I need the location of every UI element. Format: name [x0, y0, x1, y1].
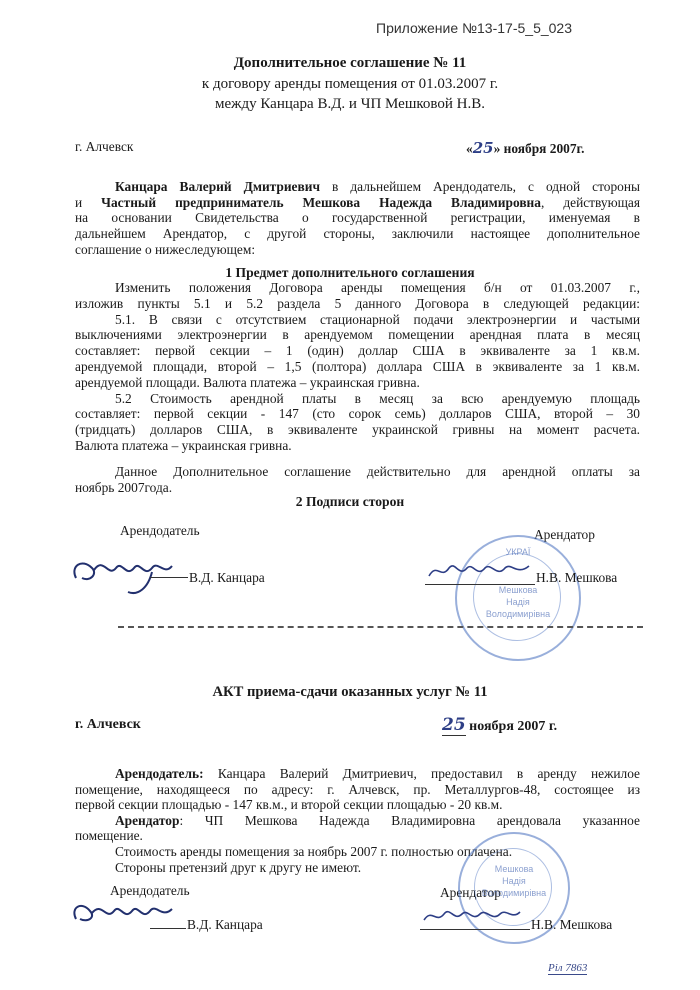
lessee-signature-2: [420, 902, 525, 930]
act-lessee-signature-line: [420, 929, 530, 930]
text-line: [75, 375, 640, 391]
text-line: [75, 242, 640, 258]
appendix-number: Приложение №13-17-5_5_023: [376, 20, 572, 36]
agreement-date: [466, 139, 584, 157]
act-date: [442, 715, 557, 735]
text-line: [75, 359, 640, 375]
agreement-city: г. Алчевск: [75, 139, 134, 154]
agreement-subtitle-1: к договору аренды помещения от 01.03.2007 г.: [201, 76, 499, 92]
text-segment: (тридцать) долларов США, в эквиваленте украинской гривны на момент расчета.: [75, 422, 640, 438]
lessor-name: В.Д. Канцара: [189, 570, 265, 585]
text-segment: Канцара Валерий Дмитриевич, предоставил в аренду нежилое: [203, 766, 640, 781]
date-month-year: ноября 2007г.: [503, 141, 585, 156]
lessee-name: Н.В. Мешкова: [536, 570, 618, 585]
lessee-label: Арендатор: [534, 527, 595, 542]
text-line: [75, 226, 640, 242]
section2-title: 2 Подписи сторон: [295, 494, 405, 509]
text-segment: , действующая: [540, 194, 641, 210]
date-quote-open: «: [466, 141, 473, 156]
text-segment: Валюта платежа – украинская гривна.: [75, 438, 292, 453]
text-line: [75, 195, 640, 211]
text-segment: в дальнейшем Арендодатель, с одной стороны: [320, 179, 640, 194]
text-segment: первой секции площадью - 147 кв.м., и второй секции площадью - 20 кв.м.: [75, 797, 503, 813]
text-line: [75, 828, 640, 844]
text-segment: дальнейшем Арендатор, с другой стороны, заключили настоящее дополнительное: [75, 226, 640, 242]
text-segment: помещение.: [75, 828, 143, 844]
act-lessor-label: Арендодатель: [110, 883, 190, 898]
text-segment: и: [75, 194, 102, 210]
text-line: [75, 422, 640, 438]
act-date-day-handwritten: 25: [442, 715, 466, 735]
bold-text: Арендодатель:: [115, 766, 204, 781]
agreement-title: Дополнительное соглашение № 11: [233, 55, 467, 71]
lessee-signature-line: [425, 584, 535, 585]
text-segment: выключениями электроэнергии в арендуемом помещении арендная плата в месяц: [75, 327, 640, 343]
stamp-1: УКРАЇ Мешкова Надія Володимирівна: [455, 535, 581, 661]
lessor-signature-line: [150, 577, 188, 578]
lessor-label: Арендодатель: [120, 523, 200, 538]
text-segment: соглашение о нижеследующем:: [75, 241, 256, 257]
text-line: [75, 327, 640, 343]
act-date-month-year: ноября 2007 г.: [469, 719, 558, 734]
text-line: [115, 312, 640, 328]
act-city: г. Алчевск: [75, 717, 141, 732]
text-line: [75, 797, 640, 813]
section-divider: [118, 626, 643, 628]
section1-title: 1 Предмет дополнительного соглашения: [225, 265, 475, 280]
text-segment: Стороны претензий друг к другу не имеют.: [115, 859, 362, 875]
text-segment: изложив пункты 5.1 и 5.2 раздела 5 данного Договора в следующей редакции:: [75, 295, 640, 311]
bold-text: Частный предприниматель Мешкова Надежда Владимировна: [101, 194, 541, 210]
act-lessor-name: В.Д. Канцара: [187, 917, 263, 932]
text-segment: арендуемой площади. Валюта платежа – украинская гривна.: [75, 374, 420, 390]
agreement-subtitle-2: между Канцара В.Д. и ЧП Мешковой Н.В.: [214, 96, 486, 112]
text-segment: Изменить положения Договора аренды помещения б/н от 01.03.2007 г.,: [115, 280, 640, 295]
text-line: [75, 210, 640, 226]
text-line: [115, 280, 640, 296]
text-segment: 5.2 Стоимость арендной платы в месяц за всю арендуемую площадь: [115, 390, 640, 406]
text-segment: : ЧП Мешкова Надежда Владимировна арендовала указанное: [179, 812, 640, 828]
text-line: [75, 343, 640, 359]
text-line: [115, 766, 640, 782]
handwritten-footer-note: Pіл 7863: [548, 962, 588, 974]
date-day-handwritten: 25: [472, 139, 494, 157]
act-lessee-label: Арендатор: [440, 885, 501, 900]
text-segment: арендуемой площади, второй – 1,5 (полтора) доллара США в эквиваленте за 1 кв.м.: [75, 359, 640, 374]
text-segment: 5.1. В связи с отсутствием стационарной подачи электроэнергии и частыми: [115, 311, 640, 327]
stamp-2: Мешкова Надія Володимирівна: [458, 832, 570, 944]
text-line: [75, 438, 640, 454]
lessee-signature-1: [425, 556, 535, 586]
text-segment: Стоимость аренды помещения за ноябрь 2007 г. полностью оплачена.: [115, 844, 513, 859]
text-segment: Данное Дополнительное соглашение действительно для арендной оплаты за: [115, 464, 640, 479]
text-line: [115, 179, 640, 195]
date-quote-close: »: [493, 141, 501, 156]
lessor-signature-2: [68, 895, 183, 935]
text-segment: помещение, находящееся по адресу: г. Алчевск, пр. Металлургов-48, состоящее из: [75, 781, 640, 797]
text-line: [75, 782, 640, 798]
bold-text: Арендатор: [115, 812, 180, 828]
act-title: АКТ приема-сдачи оказанных услуг № 11: [212, 684, 488, 700]
text-line: [115, 391, 640, 407]
text-line: [75, 296, 640, 312]
lessor-signature-1: [68, 548, 188, 600]
text-line: [115, 464, 640, 480]
text-segment: ноябрь 2007года.: [75, 479, 173, 495]
act-lessor-signature-line: [150, 928, 186, 929]
text-line: [75, 406, 640, 422]
text-segment: на основании Свидетельства о государственной регистрации, именуемая в: [75, 210, 640, 226]
act-lessee-name: Н.В. Мешкова: [531, 917, 613, 932]
text-segment: составляет: первой секции – 1 (один) доллар США в эквиваленте за 1 кв.м.: [75, 343, 640, 359]
bold-text: Канцара Валерий Дмитриевич: [115, 179, 321, 194]
text-line: [115, 813, 640, 829]
text-segment: составляет: первой секции - 147 (сто сорок семь) долларов США, второй – 30: [75, 406, 640, 422]
